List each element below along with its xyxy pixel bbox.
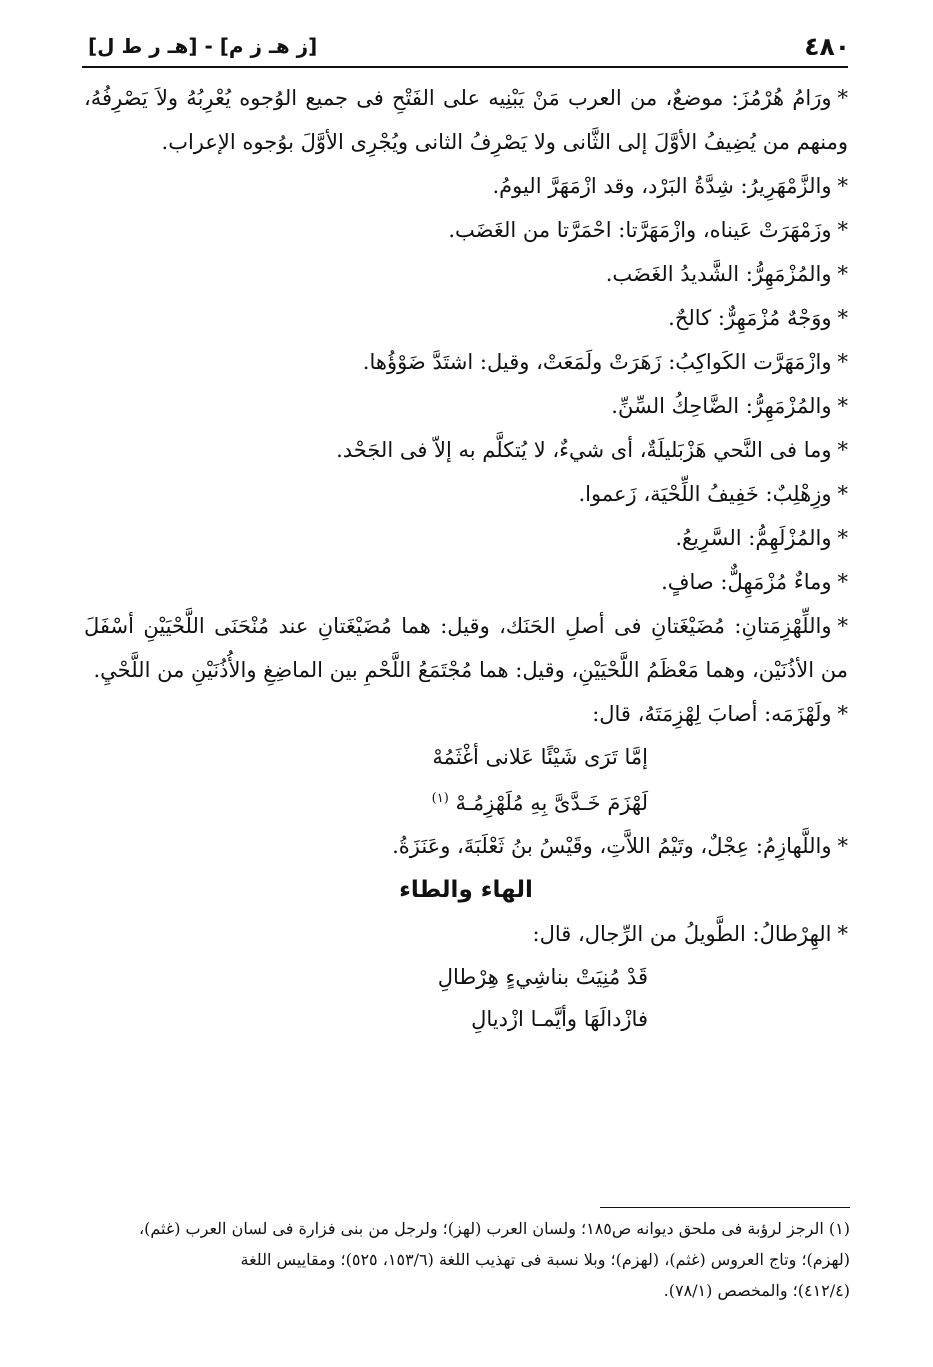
entry-zihlib: *وزِهْلِبٌ: خَفِيفُ اللِّحْيَة، زَعموا. [578,482,848,506]
entry-muzmahirr-angry: *والمُزْمَهِرُّ: الشَّديدُ الغَضَب. [605,262,848,286]
page-header [80,26,850,66]
star-bullet-icon: * [837,702,848,726]
entry-lihzimatan: *واللِّهْزِمَتانِ: مُضَيْغَتانِ فى أصلِ الحَنَك، وقيل: هما مُضَيْغَتانِ عند مُنْحَنَى اللَّحْيَيْنِ أسْفَلَ من الأذُنَيْن، وهما مَعْظَمُ اللَّحْيَيْنِ، وقيل: هما مُجْتَمَعُ اللَّحْمِ بين الماضِغِ والأُذُنَيْنِ من اللَّحْيِ. [84,614,848,682]
section-title: الهاء والطاء [399,877,533,903]
entry-lahazim: *واللَّهازِمُ: عِجْلٌ، وتَيْمُ اللاَّتِ، وقَيْسُ بنُ ثَعْلَبَةَ، وعَنَزَةُ. [392,834,848,858]
star-bullet-icon: * [837,570,848,594]
verse-line: إمَّا تَرَى شَيْئًا عَلانى أغْثَمُهْ [432,745,648,769]
entry-muzlahimm: *والمُزْلَهِمُّ: السَّرِيعُ. [675,526,848,550]
star-bullet-icon: * [837,174,848,198]
footnote-marker: (١) [431,791,449,806]
verse-line: قَدْ مُنِيَتْ بناشِيءٍ هِرْطالِ [437,965,648,989]
star-bullet-icon: * [837,262,848,286]
star-bullet-icon: * [837,306,848,330]
page-number: ٤٨٠ [804,32,850,61]
star-bullet-icon: * [837,922,848,946]
star-bullet-icon: * [837,438,848,462]
star-bullet-icon: * [837,482,848,506]
entry-zamharir: *والزَّمْهَرِيرُ: شِدَّةُ البَرْد، وقد ازْمَهَرَّ اليومُ. [492,174,848,198]
entry-kawakib: *وازْمَهَرَّت الكَواكِبُ: زَهَرَتْ ولَمَعَتْ، وقيل: اشتَدَّ ضَوْؤُها. [362,350,848,374]
star-bullet-icon: * [837,614,848,638]
entry-muzmahirr-laughing: *والمُزْمَهِرُّ: الضَّاحِكُ السِّنِّ. [611,394,848,418]
star-bullet-icon: * [837,834,848,858]
star-bullet-icon: * [837,526,848,550]
footnote [84,1213,850,1306]
footnote-line: (٤١٢/٤)؛ والمخصص (٧٨/١). [663,1281,850,1300]
root-range-heading: [ز هـ ز م] - [هـ ر ط ل] [88,34,318,58]
header-divider [82,66,848,68]
footnote-line: (١) الرجز لرؤبة فى ملحق ديوانه ص١٨٥؛ ولسان العرب (لهز)؛ ولرجل من بنى فزارة فى لسان العرب (غثم)، [138,1219,850,1238]
footnote-divider [600,1207,850,1208]
entry-hazbalila: *وما فى النَّحي هَزْبَليلَةٌ، أى شيءٌ، لا يُتكلَّم به إلاّ فى الجَحْد. [336,438,848,462]
entry-ram-hurmuz: *ورَامُ هُرْمُزَ: موضعٌ، من العرب مَنْ يَبْنِيه على الفَتْحِ فى جميع الوُجوه يُعْرِبُهُ ولاَ يَصْرِفُهُ، ومنهم من يُضِيفُ الأوَّلَ إلى الثَّانى ولا يَصْرِفُ الثانى ويُجْرِى الأوَّلَ بوُجوه الإعراب. [84,86,848,154]
entry-hirtal: *الهِرْطالُ: الطَّويلُ من الرِّجال، قال: [532,922,848,946]
entry-zamharat: *وزَمْهَرَتْ عَيناه، وازْمَهَرَّتا: احْمَرَّتا من الغَضَب. [448,218,848,242]
star-bullet-icon: * [837,350,848,374]
entry-lahzamah: *ولَهْزَمَه: أصابَ لِهْزِمَتَهُ، قال: [592,702,848,726]
verse-line: لَهْزَمَ خَـدَّىَّ بِهِ مُلَهْزِمُـهْ $^{(١)}$ [431,791,648,815]
verse-line: فازْدالَهَا وأيَّمـا ازْديالِ [471,1007,648,1031]
star-bullet-icon: * [837,394,848,418]
footnote-line: (لهزم)؛ وتاج العروس (غثم)، (لهزم)؛ وبلا نسبة فى تهذيب اللغة (١٥٣/٦، ٥٢٥)؛ ومقاييس اللغة [240,1250,850,1269]
star-bullet-icon: * [837,86,848,110]
page-body [84,76,848,1040]
entry-wajh-muzmahirr: *ووَجْهٌ مُزْمَهِرٌّ: كالحٌ. [668,306,848,330]
star-bullet-icon: * [837,218,848,242]
entry-muzmahill: *وماءٌ مُزْمَهِلٌّ: صافٍ. [661,570,848,594]
